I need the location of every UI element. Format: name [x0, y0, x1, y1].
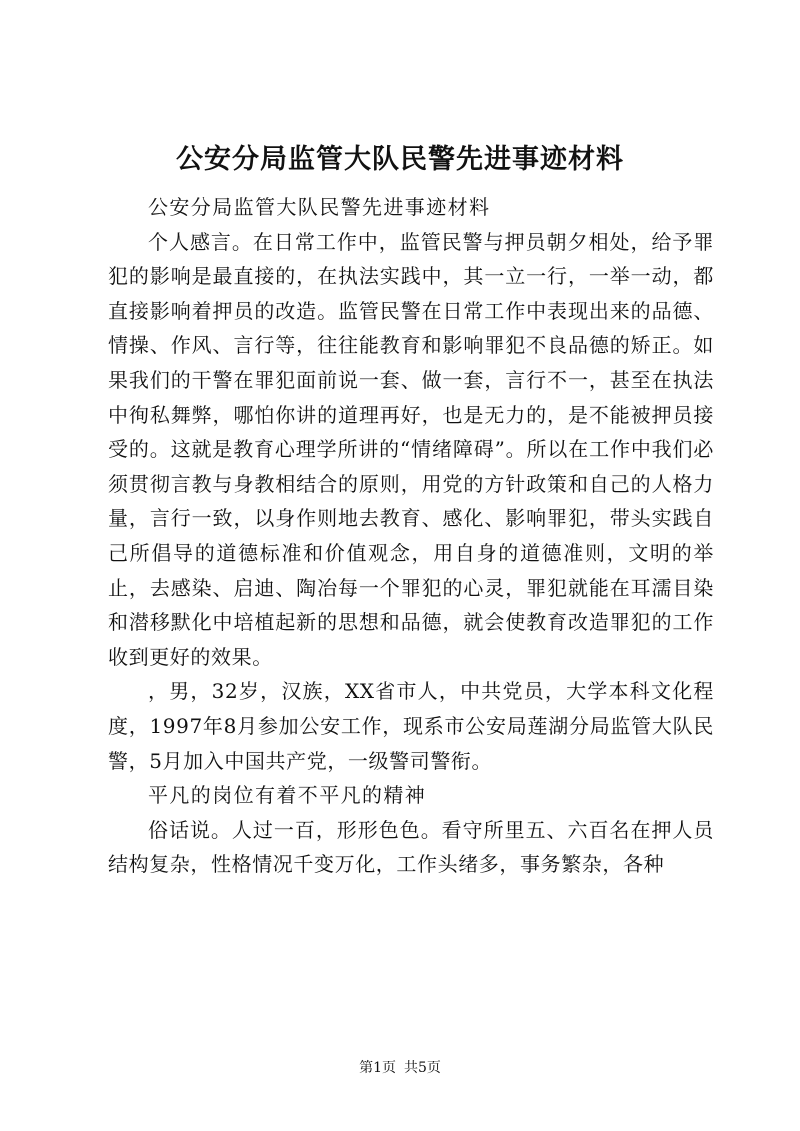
page-footer — [0, 1058, 800, 1078]
personal-statement-paragraph: 个人感言。在日常工作中，监管民警与押员朝夕相处，给予罪犯的影响是最直接的，在执法实践中，其一立一行，一举一动，都直接影响着押员的改造。监管民警在日常工作中表现出来的品德、情操、作风、言行等，往往能教育和影响罪犯不良品德的矫正。如果我们的干警在罪犯面前说一套、做一套，言行不一，甚至在执法中徇私舞弊，哪怕你讲的道理再好，也是无力的，是不能被押员接受的。这就是教育心理学所讲的“情绪障碍”。所以在工作中我们必须贯彻言教与身教相结合的原则，用党的方针政策和自己的人格力量，言行一致，以身作则地去教育、感化、影响罪犯，带头实践自己所倡导的道德标准和价值观念，用自身的道德准则，文明的举止，去感染、启迪、陶冶每一个罪犯的心灵，罪犯就能在耳濡目染和潜移默化中培植起新的思想和品德，就会使教育改造罪犯的工作收到更好的效果。 — [108, 229, 714, 669]
document-body — [108, 190, 714, 882]
section-paragraph: 俗话说。人过一百，形形色色。看守所里五、六百名在押人员结构复杂，性格情况千变万化，工作头绪多，事务繁杂，各种 — [108, 817, 714, 877]
section-heading: 平凡的岗位有着不平凡的精神 — [148, 783, 427, 808]
biography-paragraph: ，男，32岁，汉族，XX省市人，中共党员，大学本科文化程度，1997年8月参加公安工作，现系市公安局莲湖分局监管大队民警，5月加入中国共产党，一级警司警衔。 — [108, 679, 714, 773]
subtitle-paragraph: 公安分局监管大队民警先进事迹材料 — [148, 195, 491, 219]
page-total: 共5页 — [404, 1060, 441, 1076]
document-title: 公安分局监管大队民警先进事迹材料 — [176, 144, 624, 175]
page-number: 第1页 — [359, 1060, 396, 1076]
